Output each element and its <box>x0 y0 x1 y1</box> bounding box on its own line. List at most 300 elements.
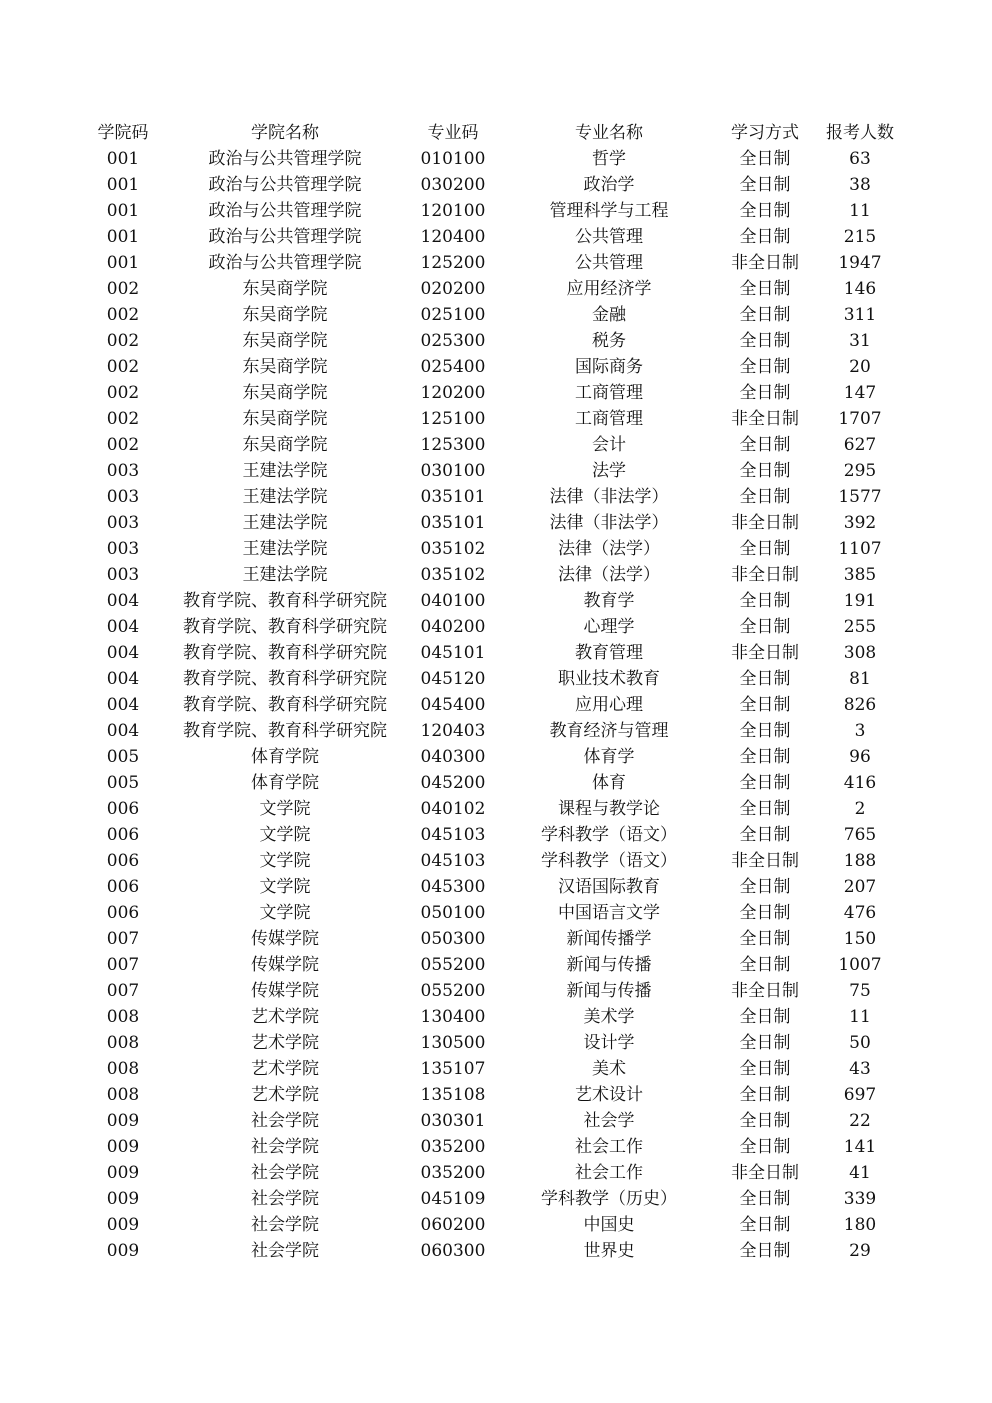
cell-applicant-count: 191 <box>843 591 877 611</box>
cell-major-code: 040300 <box>420 747 486 767</box>
table-row <box>80 718 906 744</box>
table-row <box>80 562 906 588</box>
table-row <box>80 1056 906 1082</box>
cell-college-code: 009 <box>106 1111 140 1131</box>
cell-college-code: 008 <box>106 1085 140 1105</box>
cell-study-mode: 全日制 <box>739 825 791 845</box>
cell-college-name: 王建法学院 <box>242 539 328 559</box>
cell-major-name: 应用心理 <box>575 695 643 715</box>
cell-major-code: 120100 <box>420 201 486 221</box>
cell-major-name: 哲学 <box>592 149 626 169</box>
cell-major-name: 世界史 <box>583 1241 635 1261</box>
cell-study-mode: 全日制 <box>739 955 791 975</box>
table-row <box>80 328 906 354</box>
cell-college-name: 政治与公共管理学院 <box>208 253 362 273</box>
cell-major-code: 125100 <box>420 409 486 429</box>
cell-major-code: 050100 <box>420 903 486 923</box>
cell-study-mode: 非全日制 <box>731 981 799 1001</box>
cell-applicant-count: 1577 <box>838 487 882 507</box>
cell-applicant-count: 81 <box>849 669 871 689</box>
cell-applicant-count: 188 <box>843 851 877 871</box>
cell-applicant-count: 765 <box>843 825 877 845</box>
cell-study-mode: 非全日制 <box>731 409 799 429</box>
cell-major-code: 030200 <box>420 175 486 195</box>
cell-major-code: 060200 <box>420 1215 486 1235</box>
cell-study-mode: 全日制 <box>739 591 791 611</box>
cell-applicant-count: 96 <box>849 747 871 767</box>
cell-college-name: 教育学院、教育科学研究院 <box>183 617 387 637</box>
table-row <box>80 302 906 328</box>
cell-college-name: 传媒学院 <box>251 981 319 1001</box>
cell-applicant-count: 697 <box>843 1085 877 1105</box>
cell-applicant-count: 141 <box>843 1137 877 1157</box>
cell-study-mode: 全日制 <box>739 773 791 793</box>
cell-major-code: 035200 <box>420 1137 486 1157</box>
cell-college-name: 艺术学院 <box>251 1059 319 1079</box>
cell-major-code: 120200 <box>420 383 486 403</box>
cell-major-name: 工商管理 <box>575 409 643 429</box>
cell-college-code: 009 <box>106 1241 140 1261</box>
cell-study-mode: 全日制 <box>739 1215 791 1235</box>
cell-college-code: 002 <box>106 279 140 299</box>
cell-college-code: 004 <box>106 591 140 611</box>
cell-major-code: 045200 <box>420 773 486 793</box>
cell-major-code: 045120 <box>420 669 486 689</box>
cell-applicant-count: 150 <box>843 929 877 949</box>
cell-college-code: 001 <box>106 227 140 247</box>
cell-applicant-count: 255 <box>843 617 877 637</box>
cell-applicant-count: 146 <box>843 279 877 299</box>
cell-college-name: 艺术学院 <box>251 1085 319 1105</box>
cell-applicant-count: 31 <box>849 331 871 351</box>
table-row <box>80 666 906 692</box>
cell-college-code: 004 <box>106 669 140 689</box>
cell-study-mode: 全日制 <box>739 747 791 767</box>
cell-major-name: 教育学 <box>583 591 635 611</box>
table-row <box>80 848 906 874</box>
cell-major-code: 010100 <box>420 149 486 169</box>
cell-applicant-count: 41 <box>849 1163 871 1183</box>
cell-major-name: 法学 <box>592 461 626 481</box>
cell-college-name: 东吴商学院 <box>242 305 328 325</box>
header-major-code: 专业码 <box>427 123 479 143</box>
cell-college-code: 008 <box>106 1059 140 1079</box>
cell-major-name: 美术学 <box>583 1007 635 1027</box>
cell-college-name: 文学院 <box>259 851 311 871</box>
cell-college-code: 006 <box>106 851 140 871</box>
cell-college-name: 教育学院、教育科学研究院 <box>183 643 387 663</box>
cell-applicant-count: 50 <box>849 1033 871 1053</box>
cell-applicant-count: 311 <box>843 305 877 325</box>
cell-applicant-count: 1707 <box>838 409 882 429</box>
cell-major-name: 新闻与传播 <box>566 955 652 975</box>
cell-college-code: 001 <box>106 253 140 273</box>
cell-college-name: 教育学院、教育科学研究院 <box>183 669 387 689</box>
cell-college-name: 王建法学院 <box>242 565 328 585</box>
cell-study-mode: 全日制 <box>739 201 791 221</box>
cell-major-code: 060300 <box>420 1241 486 1261</box>
cell-college-name: 东吴商学院 <box>242 435 328 455</box>
cell-study-mode: 全日制 <box>739 617 791 637</box>
cell-major-code: 040100 <box>420 591 486 611</box>
cell-applicant-count: 385 <box>843 565 877 585</box>
cell-college-name: 教育学院、教育科学研究院 <box>183 695 387 715</box>
cell-major-name: 公共管理 <box>575 253 643 273</box>
table-row <box>80 146 906 172</box>
cell-college-code: 003 <box>106 565 140 585</box>
cell-applicant-count: 308 <box>843 643 877 663</box>
cell-college-name: 教育学院、教育科学研究院 <box>183 591 387 611</box>
cell-study-mode: 全日制 <box>739 487 791 507</box>
cell-college-name: 政治与公共管理学院 <box>208 175 362 195</box>
cell-applicant-count: 1107 <box>838 539 882 559</box>
cell-study-mode: 全日制 <box>739 539 791 559</box>
cell-major-code: 030301 <box>420 1111 486 1131</box>
cell-study-mode: 全日制 <box>739 929 791 949</box>
cell-major-name: 社会工作 <box>575 1163 643 1183</box>
cell-major-code: 035101 <box>420 487 486 507</box>
table-row <box>80 900 906 926</box>
cell-major-name: 应用经济学 <box>566 279 652 299</box>
table-row <box>80 250 906 276</box>
cell-study-mode: 全日制 <box>739 149 791 169</box>
cell-major-name: 体育学 <box>583 747 635 767</box>
cell-college-name: 社会学院 <box>251 1241 319 1261</box>
cell-study-mode: 非全日制 <box>731 1163 799 1183</box>
cell-college-code: 004 <box>106 721 140 741</box>
cell-applicant-count: 180 <box>843 1215 877 1235</box>
cell-college-code: 002 <box>106 305 140 325</box>
cell-college-name: 社会学院 <box>251 1163 319 1183</box>
table-row <box>80 536 906 562</box>
table-row <box>80 1134 906 1160</box>
cell-college-code: 009 <box>106 1189 140 1209</box>
table-row <box>80 1212 906 1238</box>
table-row <box>80 952 906 978</box>
cell-study-mode: 全日制 <box>739 695 791 715</box>
table-row <box>80 692 906 718</box>
cell-study-mode: 全日制 <box>739 1137 791 1157</box>
cell-college-name: 王建法学院 <box>242 487 328 507</box>
table-row <box>80 354 906 380</box>
cell-college-name: 文学院 <box>259 799 311 819</box>
cell-major-code: 035102 <box>420 565 486 585</box>
cell-major-name: 法律（法学） <box>558 539 660 559</box>
cell-major-code: 045300 <box>420 877 486 897</box>
table-row <box>80 432 906 458</box>
cell-study-mode: 全日制 <box>739 721 791 741</box>
cell-study-mode: 非全日制 <box>731 851 799 871</box>
cell-college-name: 东吴商学院 <box>242 409 328 429</box>
header-college-name: 学院名称 <box>251 123 319 143</box>
cell-study-mode: 全日制 <box>739 799 791 819</box>
cell-major-code: 040200 <box>420 617 486 637</box>
cell-college-code: 006 <box>106 799 140 819</box>
cell-college-name: 王建法学院 <box>242 513 328 533</box>
cell-college-name: 东吴商学院 <box>242 383 328 403</box>
cell-college-name: 社会学院 <box>251 1111 319 1131</box>
cell-college-code: 002 <box>106 409 140 429</box>
cell-applicant-count: 29 <box>849 1241 871 1261</box>
cell-college-name: 东吴商学院 <box>242 279 328 299</box>
cell-major-name: 法律（非法学） <box>549 513 669 533</box>
cell-major-name: 新闻传播学 <box>566 929 652 949</box>
cell-major-name: 艺术设计 <box>575 1085 643 1105</box>
cell-major-code: 130500 <box>420 1033 486 1053</box>
table-row <box>80 198 906 224</box>
cell-applicant-count: 43 <box>849 1059 871 1079</box>
cell-study-mode: 全日制 <box>739 1033 791 1053</box>
header-row <box>80 120 906 146</box>
cell-study-mode: 全日制 <box>739 1007 791 1027</box>
cell-major-code: 030100 <box>420 461 486 481</box>
cell-major-name: 金融 <box>592 305 626 325</box>
cell-college-code: 006 <box>106 877 140 897</box>
cell-applicant-count: 63 <box>849 149 871 169</box>
table-row <box>80 380 906 406</box>
table-row <box>80 458 906 484</box>
cell-major-name: 法律（法学） <box>558 565 660 585</box>
table-row <box>80 1238 906 1264</box>
cell-study-mode: 非全日制 <box>731 513 799 533</box>
table-row <box>80 172 906 198</box>
cell-college-name: 体育学院 <box>251 773 319 793</box>
cell-college-name: 传媒学院 <box>251 955 319 975</box>
cell-major-code: 035200 <box>420 1163 486 1183</box>
cell-applicant-count: 476 <box>843 903 877 923</box>
cell-major-name: 设计学 <box>583 1033 635 1053</box>
cell-major-name: 社会学 <box>583 1111 635 1131</box>
cell-major-code: 020200 <box>420 279 486 299</box>
cell-major-name: 中国语言文学 <box>558 903 660 923</box>
cell-college-name: 社会学院 <box>251 1215 319 1235</box>
cell-study-mode: 全日制 <box>739 435 791 455</box>
table-row <box>80 1030 906 1056</box>
cell-major-name: 教育管理 <box>575 643 643 663</box>
cell-study-mode: 全日制 <box>739 279 791 299</box>
cell-study-mode: 全日制 <box>739 1241 791 1261</box>
cell-study-mode: 全日制 <box>739 669 791 689</box>
cell-major-name: 汉语国际教育 <box>558 877 660 897</box>
cell-major-name: 课程与教学论 <box>558 799 660 819</box>
cell-major-code: 025100 <box>420 305 486 325</box>
cell-study-mode: 全日制 <box>739 1111 791 1131</box>
cell-college-code: 005 <box>106 747 140 767</box>
cell-major-code: 125200 <box>420 253 486 273</box>
cell-college-name: 政治与公共管理学院 <box>208 149 362 169</box>
table-row <box>80 926 906 952</box>
cell-college-name: 政治与公共管理学院 <box>208 201 362 221</box>
cell-college-code: 008 <box>106 1007 140 1027</box>
cell-major-name: 学科教学（语文） <box>541 851 677 871</box>
cell-college-name: 教育学院、教育科学研究院 <box>183 721 387 741</box>
cell-applicant-count: 11 <box>849 1007 871 1027</box>
cell-college-code: 004 <box>106 695 140 715</box>
cell-study-mode: 全日制 <box>739 1189 791 1209</box>
cell-applicant-count: 20 <box>849 357 871 377</box>
cell-applicant-count: 207 <box>843 877 877 897</box>
cell-college-name: 文学院 <box>259 877 311 897</box>
cell-study-mode: 全日制 <box>739 175 791 195</box>
cell-major-name: 社会工作 <box>575 1137 643 1157</box>
cell-major-name: 学科教学（历史） <box>541 1189 677 1209</box>
cell-college-code: 003 <box>106 461 140 481</box>
cell-major-name: 教育经济与管理 <box>549 721 669 741</box>
cell-college-code: 001 <box>106 149 140 169</box>
cell-study-mode: 全日制 <box>739 227 791 247</box>
cell-major-code: 045103 <box>420 825 486 845</box>
header-college-code: 学院码 <box>97 123 149 143</box>
cell-major-name: 法律（非法学） <box>549 487 669 507</box>
cell-study-mode: 全日制 <box>739 383 791 403</box>
table-row <box>80 1004 906 1030</box>
cell-applicant-count: 2 <box>854 799 866 819</box>
cell-applicant-count: 416 <box>843 773 877 793</box>
cell-college-name: 传媒学院 <box>251 929 319 949</box>
cell-major-name: 政治学 <box>583 175 635 195</box>
cell-study-mode: 非全日制 <box>731 643 799 663</box>
cell-applicant-count: 1007 <box>838 955 882 975</box>
table-row <box>80 510 906 536</box>
table-row <box>80 1108 906 1134</box>
header-applicant-count: 报考人数 <box>826 123 894 143</box>
cell-major-code: 055200 <box>420 981 486 1001</box>
cell-major-code: 130400 <box>420 1007 486 1027</box>
cell-major-name: 会计 <box>592 435 626 455</box>
table-row <box>80 978 906 1004</box>
cell-college-code: 002 <box>106 435 140 455</box>
cell-college-code: 003 <box>106 539 140 559</box>
cell-study-mode: 全日制 <box>739 877 791 897</box>
cell-study-mode: 非全日制 <box>731 565 799 585</box>
cell-college-name: 社会学院 <box>251 1137 319 1157</box>
cell-major-code: 050300 <box>420 929 486 949</box>
cell-college-code: 003 <box>106 487 140 507</box>
cell-college-code: 005 <box>106 773 140 793</box>
table-row <box>80 874 906 900</box>
cell-study-mode: 全日制 <box>739 1085 791 1105</box>
cell-major-code: 045400 <box>420 695 486 715</box>
table-row <box>80 1186 906 1212</box>
cell-major-code: 120403 <box>420 721 486 741</box>
table-row <box>80 224 906 250</box>
table-body <box>80 146 906 1264</box>
cell-college-code: 006 <box>106 903 140 923</box>
table-row <box>80 796 906 822</box>
table-row <box>80 406 906 432</box>
cell-college-code: 004 <box>106 643 140 663</box>
cell-college-code: 007 <box>106 929 140 949</box>
cell-college-name: 艺术学院 <box>251 1007 319 1027</box>
cell-applicant-count: 38 <box>849 175 871 195</box>
table-row <box>80 1160 906 1186</box>
cell-major-name: 美术 <box>592 1059 626 1079</box>
cell-college-name: 东吴商学院 <box>242 331 328 351</box>
cell-applicant-count: 215 <box>843 227 877 247</box>
cell-study-mode: 非全日制 <box>731 253 799 273</box>
cell-major-name: 新闻与传播 <box>566 981 652 1001</box>
cell-study-mode: 全日制 <box>739 331 791 351</box>
cell-college-code: 001 <box>106 201 140 221</box>
cell-college-name: 体育学院 <box>251 747 319 767</box>
table-row <box>80 744 906 770</box>
cell-college-code: 003 <box>106 513 140 533</box>
cell-college-code: 002 <box>106 357 140 377</box>
cell-major-name: 公共管理 <box>575 227 643 247</box>
cell-major-code: 025400 <box>420 357 486 377</box>
table-row <box>80 770 906 796</box>
cell-major-code: 055200 <box>420 955 486 975</box>
cell-college-name: 东吴商学院 <box>242 357 328 377</box>
cell-applicant-count: 295 <box>843 461 877 481</box>
cell-college-code: 001 <box>106 175 140 195</box>
table-row <box>80 1082 906 1108</box>
cell-applicant-count: 3 <box>854 721 866 741</box>
cell-study-mode: 全日制 <box>739 305 791 325</box>
cell-college-code: 006 <box>106 825 140 845</box>
cell-applicant-count: 826 <box>843 695 877 715</box>
cell-college-code: 002 <box>106 383 140 403</box>
cell-college-name: 社会学院 <box>251 1189 319 1209</box>
cell-college-code: 009 <box>106 1137 140 1157</box>
cell-major-code: 025300 <box>420 331 486 351</box>
cell-college-code: 004 <box>106 617 140 637</box>
table-row <box>80 614 906 640</box>
cell-major-name: 管理科学与工程 <box>549 201 669 221</box>
header-major-name: 专业名称 <box>575 123 643 143</box>
table-row <box>80 484 906 510</box>
table-row <box>80 822 906 848</box>
cell-major-code: 045109 <box>420 1189 486 1209</box>
cell-major-name: 学科教学（语文） <box>541 825 677 845</box>
cell-applicant-count: 339 <box>843 1189 877 1209</box>
cell-major-name: 职业技术教育 <box>558 669 660 689</box>
cell-major-name: 体育 <box>592 773 626 793</box>
cell-college-name: 王建法学院 <box>242 461 328 481</box>
header-study-mode: 学习方式 <box>731 123 799 143</box>
enrollment-table <box>80 120 906 1264</box>
cell-major-name: 税务 <box>592 331 626 351</box>
cell-applicant-count: 22 <box>849 1111 871 1131</box>
cell-college-code: 009 <box>106 1215 140 1235</box>
cell-college-code: 007 <box>106 981 140 1001</box>
cell-study-mode: 全日制 <box>739 903 791 923</box>
table-row <box>80 588 906 614</box>
cell-applicant-count: 392 <box>843 513 877 533</box>
cell-study-mode: 全日制 <box>739 1059 791 1079</box>
cell-major-code: 135107 <box>420 1059 486 1079</box>
cell-study-mode: 全日制 <box>739 461 791 481</box>
cell-major-name: 国际商务 <box>575 357 643 377</box>
cell-study-mode: 全日制 <box>739 357 791 377</box>
cell-college-name: 文学院 <box>259 903 311 923</box>
cell-college-name: 艺术学院 <box>251 1033 319 1053</box>
cell-major-code: 120400 <box>420 227 486 247</box>
cell-applicant-count: 147 <box>843 383 877 403</box>
cell-college-code: 008 <box>106 1033 140 1053</box>
cell-major-code: 045103 <box>420 851 486 871</box>
table-row <box>80 640 906 666</box>
cell-major-code: 035102 <box>420 539 486 559</box>
cell-major-name: 中国史 <box>583 1215 635 1235</box>
cell-major-code: 135108 <box>420 1085 486 1105</box>
cell-major-code: 035101 <box>420 513 486 533</box>
cell-applicant-count: 1947 <box>838 253 882 273</box>
cell-major-name: 心理学 <box>583 617 635 637</box>
cell-applicant-count: 75 <box>849 981 871 1001</box>
cell-college-name: 政治与公共管理学院 <box>208 227 362 247</box>
cell-college-code: 009 <box>106 1163 140 1183</box>
